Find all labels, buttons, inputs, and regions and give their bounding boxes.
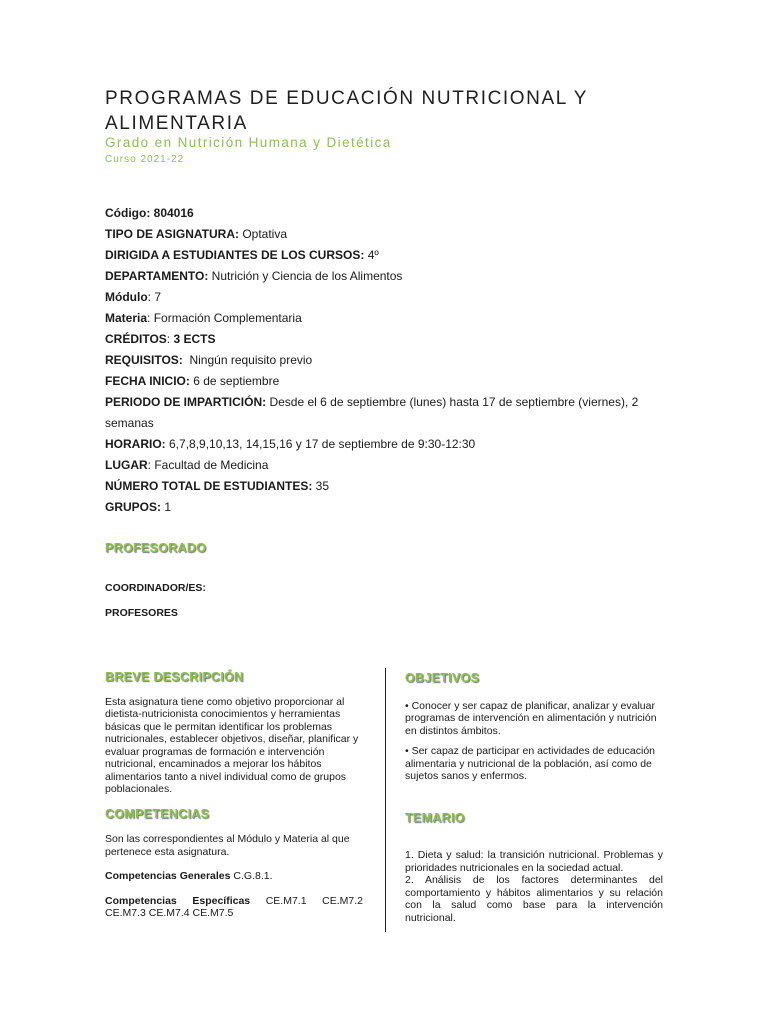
temario-heading: TEMARIO xyxy=(405,810,465,825)
info-tipo xyxy=(105,224,665,245)
periodo-value: Desde el 6 de septiembre (lunes) hasta 17 de septiembre (viernes), 2 semanas xyxy=(105,395,639,430)
breve-descripcion-text: Esta asignatura tiene como objetivo proporcionar al dietista-nutricionista conocimientos y herramientas básicas que le permitan identificar los problemas nutricionales, establecer objetivos, diseñar, planificar y evaluar programas de formación e intervención nutricional, encaminados a mejorar los hábitos alimentarios tanto a nivel individual como de grupos poblacionales. xyxy=(105,695,359,795)
objetivos-heading: OBJETIVOS xyxy=(405,671,480,685)
competencias-generales xyxy=(105,870,363,883)
creditos-sep: : xyxy=(166,332,174,346)
tipo-label: TIPO DE ASIGNATURA: xyxy=(105,227,239,241)
competencias-heading: COMPETENCIAS xyxy=(105,806,210,821)
fecha-value: 6 de septiembre xyxy=(189,374,280,388)
dirigida-value: 4º xyxy=(364,248,379,262)
grupos-value: 1 xyxy=(161,500,172,514)
tipo-value: Optativa xyxy=(239,227,288,241)
objetivo-item: • Conocer y ser capaz de planificar, analizar y evaluar programas de intervención en alimentación y nutrición en distintos ámbitos. xyxy=(405,699,657,737)
info-modulo xyxy=(105,287,665,308)
horario-value: 6,7,8,9,10,13, 14,15,16 y 17 de septiembre de 9:30-12:30 xyxy=(165,437,476,451)
modulo-label: Módulo xyxy=(105,290,148,304)
especificas-value: CE.M7.1 CE.M7.2 CE.M7.3 CE.M7.4 CE.M7.5 xyxy=(105,894,363,919)
info-creditos xyxy=(105,329,665,350)
info-departamento xyxy=(105,266,665,287)
info-requisitos xyxy=(105,350,665,371)
info-dirigida xyxy=(105,245,665,266)
grupos-label: GRUPOS: xyxy=(105,500,162,514)
creditos-value: 3 ECTS xyxy=(173,332,216,346)
lugar-label: LUGAR xyxy=(105,458,148,472)
materia-label: Materia xyxy=(105,311,148,325)
right-column xyxy=(405,672,663,924)
info-codigo xyxy=(105,203,665,224)
codigo-text: Código: 804016 xyxy=(105,206,194,220)
fecha-label: FECHA INICIO: xyxy=(105,374,190,388)
horario-label: HORARIO: xyxy=(105,437,166,451)
periodo-label: PERIODO DE IMPARTICIÓN: xyxy=(105,395,267,409)
generales-label: Competencias Generales xyxy=(105,870,231,882)
modulo-value: : 7 xyxy=(147,290,161,304)
info-horario xyxy=(105,434,665,455)
requisitos-label: REQUISITOS: xyxy=(105,353,183,367)
coordinador-label: COORDINADOR/ES: xyxy=(105,582,206,594)
breve-descripcion-heading: BREVE DESCRIPCIÓN xyxy=(105,670,244,684)
info-lugar xyxy=(105,455,665,476)
especificas-label: Competencias Específicas xyxy=(105,894,251,907)
info-grupos xyxy=(105,497,665,518)
tema-item: 1. Dieta y salud: la transición nutricional. Problemas y prioridades nutricionales en la sociedad actual. xyxy=(405,849,663,874)
generales-value: C.G.8.1. xyxy=(230,870,273,882)
tema-item: 2. Análisis de los factores determinantes del comportamiento y hábitos alimentarios y su relación con la salud como base para la intervención nutricional. xyxy=(405,874,663,924)
degree-subtitle: Grado en Nutrición Humana y Dietética xyxy=(105,135,392,150)
profesores-label: PROFESORES xyxy=(105,607,178,619)
info-fecha xyxy=(105,371,665,392)
objetivo-item: • Ser capaz de participar en actividades de educación alimentaria y nutricional de la población, así como de sujetos sanos y enfermos. xyxy=(405,745,655,782)
numero-label: NÚMERO TOTAL DE ESTUDIANTES: xyxy=(105,479,313,493)
info-numero xyxy=(105,476,665,497)
lugar-value: : Facultad de Medicina xyxy=(147,458,269,472)
page-title: PROGRAMAS DE EDUCACIÓN NUTRICIONAL Y ALIMENTARIA xyxy=(105,88,588,134)
column-divider xyxy=(385,668,386,932)
requisitos-value: Ningún requisito previo xyxy=(182,353,313,367)
departamento-value: Nutrición y Ciencia de los Alimentos xyxy=(208,269,403,283)
numero-value: 35 xyxy=(312,479,330,493)
left-column xyxy=(105,671,363,920)
course-year: Curso 2021-22 xyxy=(105,154,185,165)
departamento-label: DEPARTAMENTO: xyxy=(105,269,209,283)
info-materia xyxy=(105,308,665,329)
competencias-especificas xyxy=(105,895,363,920)
creditos-label: CRÉDITOS xyxy=(105,332,167,346)
competencias-text: Son las correspondientes al Módulo y Materia al que pertenece esta asignatura. xyxy=(105,833,350,858)
dirigida-label: DIRIGIDA A ESTUDIANTES DE LOS CURSOS: xyxy=(105,248,365,262)
materia-value: : Formación Complementaria xyxy=(147,311,302,325)
profesorado-heading: PROFESORADO xyxy=(105,541,207,555)
course-info xyxy=(105,203,665,518)
info-periodo xyxy=(105,392,665,434)
